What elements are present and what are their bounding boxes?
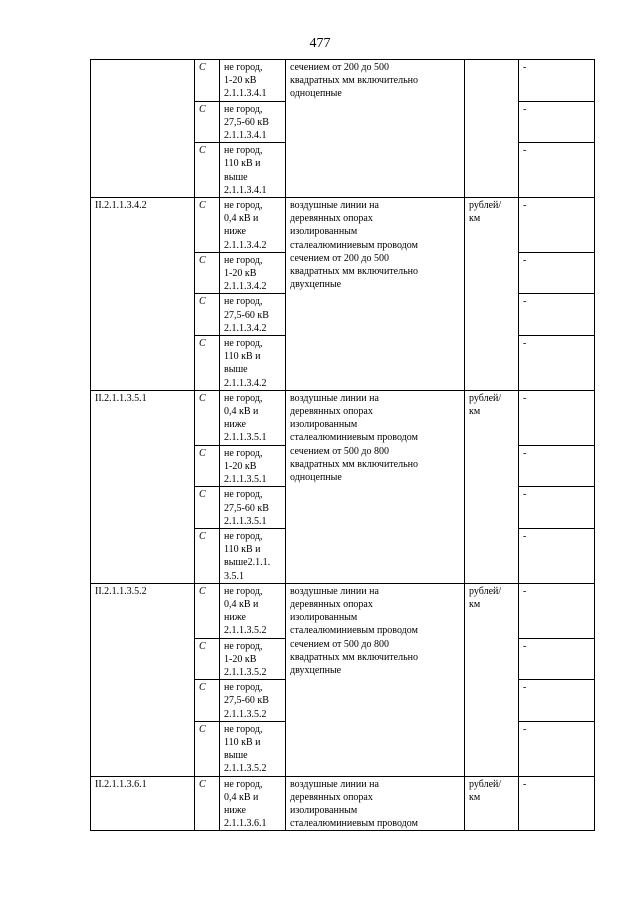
table-row	[91, 390, 595, 445]
description-line: сечением от 200 до 500	[290, 62, 390, 73]
table-row	[91, 60, 595, 102]
condition-line: ниже	[224, 804, 246, 816]
table-body	[91, 60, 595, 831]
class-cell: C	[195, 294, 220, 336]
description-line: изолированным	[290, 612, 358, 624]
description-line: сталеалюминиевым проводом	[290, 818, 418, 830]
description-line: деревянных опорах	[290, 406, 373, 418]
condition-line: 1-20 кВ	[224, 653, 257, 665]
condition-line: выше	[224, 750, 248, 762]
description-cell	[286, 583, 465, 776]
unit-line: рублей/	[469, 778, 502, 790]
condition-cell	[220, 198, 286, 253]
table-row	[91, 198, 595, 253]
unit-line: км	[469, 598, 481, 610]
condition-line: 0,4 кВ и	[224, 213, 259, 225]
condition-line: 0,4 кВ и	[224, 406, 259, 418]
condition-line: 2.1.1.3.5.2	[224, 666, 267, 678]
class-cell: C	[195, 60, 220, 102]
condition-cell	[220, 776, 286, 831]
class-cell: C	[195, 721, 220, 776]
condition-cell	[220, 336, 286, 391]
tariff-table	[90, 59, 595, 831]
description-line: воздушные линии на	[290, 585, 379, 597]
description-line: воздушные линии на	[290, 392, 379, 404]
description-line: изолированным	[290, 804, 358, 816]
condition-line: не город,	[224, 489, 263, 501]
condition-cell	[220, 252, 286, 294]
condition-cell	[220, 143, 286, 198]
condition-line: 2.1.1.3.5.1	[224, 432, 267, 444]
condition-line: 110 кВ и	[224, 351, 261, 363]
unit-cell	[465, 390, 519, 583]
value-cell: -	[519, 252, 595, 294]
condition-line: 2.1.1.3.4.1	[224, 88, 267, 100]
description-line: сечением от 500 до 800	[290, 638, 390, 650]
condition-cell	[220, 445, 286, 487]
condition-line: 2.1.1.3.4.2	[224, 377, 267, 389]
value-cell: -	[519, 101, 595, 143]
item-code-cell: II.2.1.1.3.5.1	[91, 390, 195, 583]
class-cell: C	[195, 776, 220, 831]
condition-line: не город,	[224, 62, 263, 73]
description-line: сечением от 200 до 500	[290, 252, 390, 264]
condition-cell	[220, 528, 286, 583]
description-cell	[286, 776, 465, 831]
description-line: воздушные линии на	[290, 778, 379, 790]
unit-cell	[465, 60, 519, 198]
condition-cell	[220, 487, 286, 529]
description-line: деревянных опорах	[290, 213, 373, 225]
condition-line: не город,	[224, 200, 263, 212]
class-cell: C	[195, 143, 220, 198]
value-cell: -	[519, 390, 595, 445]
unit-cell	[465, 198, 519, 391]
condition-line: ниже	[224, 612, 246, 624]
description-line: двухцепные	[290, 664, 342, 676]
description-line: сечением от 500 до 800	[290, 445, 390, 457]
condition-line: не город,	[224, 530, 263, 542]
table-row	[91, 776, 595, 831]
condition-line: 2.1.1.3.4.2	[224, 322, 267, 334]
condition-line: выше	[224, 171, 248, 183]
condition-line: 1-20 кВ	[224, 460, 257, 472]
condition-line: 27,5-60 кВ	[224, 309, 269, 321]
condition-line: 0,4 кВ и	[224, 791, 259, 803]
description-line: квадратных мм включительно	[290, 458, 419, 470]
condition-line: 1-20 кВ	[224, 75, 257, 87]
description-line: одноцепные	[290, 472, 342, 484]
class-cell: C	[195, 680, 220, 722]
item-code-cell: II.2.1.1.3.5.2	[91, 583, 195, 776]
condition-line: 27,5-60 кВ	[224, 695, 269, 707]
description-line: деревянных опорах	[290, 598, 373, 610]
condition-cell	[220, 60, 286, 102]
description-line: одноцепные	[290, 88, 342, 100]
condition-line: ниже	[224, 226, 246, 238]
value-cell: -	[519, 60, 595, 102]
class-cell: C	[195, 390, 220, 445]
item-code-cell: II.2.1.1.3.4.2	[91, 198, 195, 391]
condition-line: выше2.1.1.	[224, 557, 271, 569]
condition-line: 27,5-60 кВ	[224, 116, 269, 128]
unit-cell	[465, 583, 519, 776]
value-cell: -	[519, 583, 595, 638]
condition-line: 2.1.1.3.5.2	[224, 708, 267, 720]
class-cell: C	[195, 638, 220, 680]
condition-cell	[220, 101, 286, 143]
unit-line: рублей/	[469, 392, 502, 404]
condition-cell	[220, 721, 286, 776]
unit-cell	[465, 776, 519, 831]
condition-line: 2.1.1.3.5.2	[224, 625, 267, 637]
condition-line: не город,	[224, 447, 263, 459]
class-cell: C	[195, 336, 220, 391]
table-row	[91, 583, 595, 638]
condition-line: не город,	[224, 682, 263, 694]
description-line: сталеалюминиевым проводом	[290, 239, 418, 251]
class-cell: C	[195, 583, 220, 638]
description-line: сталеалюминиевым проводом	[290, 432, 418, 444]
condition-line: не город,	[224, 254, 263, 266]
condition-line: выше	[224, 364, 248, 376]
value-cell: -	[519, 336, 595, 391]
condition-line: не город,	[224, 145, 263, 157]
class-cell: C	[195, 528, 220, 583]
condition-line: 2.1.1.3.5.2	[224, 763, 267, 775]
condition-line: не город,	[224, 585, 263, 597]
unit-line: рублей/	[469, 585, 502, 597]
class-cell: C	[195, 101, 220, 143]
class-cell: C	[195, 487, 220, 529]
value-cell: -	[519, 680, 595, 722]
item-code-cell: II.2.1.1.3.6.1	[91, 776, 195, 831]
page-number: 477	[309, 36, 331, 51]
value-cell: -	[519, 294, 595, 336]
condition-cell	[220, 638, 286, 680]
description-cell	[286, 390, 465, 583]
class-cell: C	[195, 198, 220, 253]
condition-line: 2.1.1.3.6.1	[224, 818, 267, 830]
value-cell: -	[519, 776, 595, 831]
condition-cell	[220, 680, 286, 722]
description-line: двухцепные	[290, 279, 342, 291]
condition-cell	[220, 390, 286, 445]
description-line: изолированным	[290, 419, 358, 431]
description-line: деревянных опорах	[290, 791, 373, 803]
condition-line: не город,	[224, 392, 263, 404]
value-cell: -	[519, 445, 595, 487]
description-line: сталеалюминиевым проводом	[290, 625, 418, 637]
description-line: изолированным	[290, 226, 358, 238]
unit-line: км	[469, 406, 481, 418]
condition-line: 2.1.1.3.4.1	[224, 184, 267, 196]
value-cell: -	[519, 638, 595, 680]
unit-line: рублей/	[469, 200, 502, 212]
condition-line: 2.1.1.3.5.1	[224, 474, 267, 486]
condition-line: 110 кВ и	[224, 158, 261, 170]
condition-line: 110 кВ и	[224, 736, 261, 748]
class-cell: C	[195, 252, 220, 294]
condition-line: не город,	[224, 338, 263, 350]
value-cell: -	[519, 721, 595, 776]
condition-line: 2.1.1.3.4.2	[224, 239, 267, 251]
condition-line: 3.5.1	[224, 570, 244, 582]
class-cell: C	[195, 445, 220, 487]
condition-line: 110 кВ и	[224, 544, 261, 556]
condition-line: не город,	[224, 778, 263, 790]
condition-line: не город,	[224, 640, 263, 652]
description-line: квадратных мм включительно	[290, 75, 419, 87]
description-line: воздушные линии на	[290, 200, 379, 212]
item-code-cell	[91, 60, 195, 198]
value-cell: -	[519, 198, 595, 253]
description-line: квадратных мм включительно	[290, 651, 419, 663]
value-cell: -	[519, 487, 595, 529]
condition-line: 0,4 кВ и	[224, 598, 259, 610]
condition-cell	[220, 583, 286, 638]
description-line: квадратных мм включительно	[290, 266, 419, 278]
condition-line: 2.1.1.3.4.2	[224, 281, 267, 293]
description-cell	[286, 198, 465, 391]
condition-line: не город,	[224, 723, 263, 735]
condition-cell	[220, 294, 286, 336]
value-cell: -	[519, 528, 595, 583]
condition-line: 27,5-60 кВ	[224, 502, 269, 514]
unit-line: км	[469, 213, 481, 225]
condition-line: не город,	[224, 296, 263, 308]
condition-line: не город,	[224, 103, 263, 115]
value-cell: -	[519, 143, 595, 198]
unit-line: км	[469, 791, 481, 803]
condition-line: 1-20 кВ	[224, 268, 257, 280]
condition-line: 2.1.1.3.4.1	[224, 130, 267, 142]
condition-line: 2.1.1.3.5.1	[224, 515, 267, 527]
description-cell	[286, 60, 465, 198]
condition-line: ниже	[224, 419, 246, 431]
